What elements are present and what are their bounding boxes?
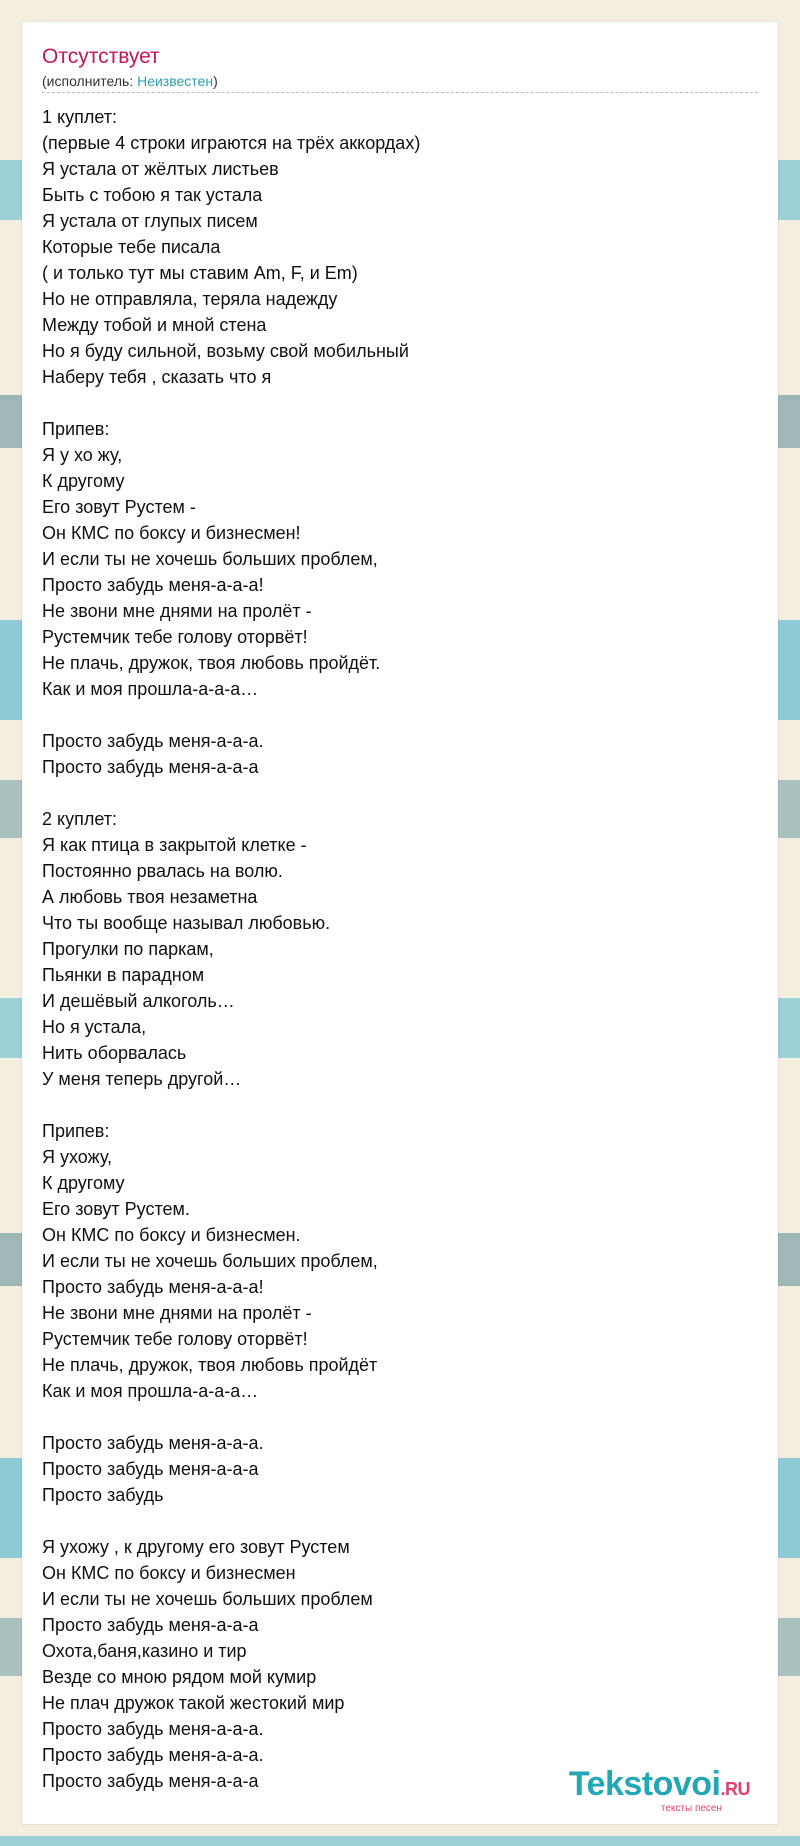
lyric-line: Просто забудь меня-а-а-а <box>42 1615 259 1635</box>
lyric-line: Его зовут Рустем. <box>42 1199 190 1219</box>
logo-tagline: тексты песен <box>660 1803 722 1814</box>
lyric-line: Не плач дружок такой жестокий мир <box>42 1693 345 1713</box>
lyric-line: Везде со мною рядом мой кумир <box>42 1667 317 1687</box>
lyric-line: Просто забудь меня-а-а-а <box>42 1459 259 1479</box>
song-title: Отсутствует <box>42 45 160 68</box>
lyric-line: Просто забудь меня-а-а-а. <box>42 1433 264 1453</box>
lyric-line <box>42 1404 758 1430</box>
lyric-line <box>42 1092 758 1118</box>
lyric-line: Просто забудь меня-а-а-а! <box>42 1277 264 1297</box>
lyric-line: К другому <box>42 471 125 491</box>
lyric-line: Не звони мне днями на пролёт - <box>42 601 312 621</box>
logo-name: Tekstovoi <box>568 1765 721 1803</box>
lyric-line: Как и моя прошла-а-а-а… <box>42 679 259 699</box>
lyric-line: Он КМС по боксу и бизнесмен. <box>42 1225 301 1245</box>
lyric-line: Просто забудь меня-а-а-а! <box>42 575 264 595</box>
lyric-line: Но я буду сильной, возьму свой мобильный <box>42 341 409 361</box>
lyric-line: Он КМС по боксу и бизнесмен <box>42 1563 296 1583</box>
lyric-line: Я устала от жёлтых листьев <box>42 159 279 179</box>
lyric-line: Что ты вообще называл любовью. <box>42 913 331 933</box>
lyric-line: ( и только тут мы ставим Am, F, и Em) <box>42 263 358 283</box>
lyric-line: Я как птица в закрытой клетке - <box>42 835 307 855</box>
lyric-line: К другому <box>42 1173 125 1193</box>
lyric-line: У меня теперь другой… <box>42 1069 242 1089</box>
lyric-line: Я устала от глупых писем <box>42 211 258 231</box>
lyrics-text <box>42 104 758 1794</box>
lyric-line: И если ты не хочешь больших проблем, <box>42 1251 378 1271</box>
lyric-line: И если ты не хочешь больших проблем, <box>42 549 378 569</box>
lyric-line: Припев: <box>42 419 110 439</box>
lyric-line: Просто забудь меня-а-а-а. <box>42 1719 264 1739</box>
lyric-line: Я ухожу , к другому его зовут Рустем <box>42 1537 350 1557</box>
lyric-line: (первые 4 строки играются на трёх аккордах) <box>42 133 421 153</box>
lyric-line: Я ухожу, <box>42 1147 113 1167</box>
logo-tld: .RU <box>720 1779 750 1799</box>
lyric-line: Его зовут Рустем - <box>42 497 196 517</box>
lyric-line: Не плачь, дружок, твоя любовь пройдёт. <box>42 653 381 673</box>
lyric-line: Припев: <box>42 1121 110 1141</box>
lyric-line: Просто забудь меня-а-а-а. <box>42 1745 264 1765</box>
lyric-line: А любовь твоя незаметна <box>42 887 258 907</box>
site-logo[interactable] <box>569 1766 750 1814</box>
lyric-line: Просто забудь меня-а-а-а <box>42 1771 259 1791</box>
lyric-line <box>42 780 758 806</box>
lyric-line: Наберу тебя , сказать что я <box>42 367 272 387</box>
lyric-line: Он КМС по боксу и бизнесмен! <box>42 523 301 543</box>
song-header <box>42 44 758 90</box>
lyric-line <box>42 1508 758 1534</box>
lyric-line: Быть с тобою я так устала <box>42 185 263 205</box>
lyric-line: Между тобой и мной стена <box>42 315 267 335</box>
performer-prefix: (исполнитель: <box>42 73 138 89</box>
lyric-line: Но не отправляла, теряла надежду <box>42 289 338 309</box>
header-divider <box>42 92 758 93</box>
lyric-line: 2 куплет: <box>42 809 117 829</box>
lyric-line: Не плачь, дружок, твоя любовь пройдёт <box>42 1355 378 1375</box>
lyric-line: 1 куплет: <box>42 107 117 127</box>
lyric-line: Пьянки в парадном <box>42 965 205 985</box>
lyric-line: Рустемчик тебе голову оторвёт! <box>42 1329 308 1349</box>
lyric-line: Просто забудь меня-а-а-а <box>42 757 259 777</box>
performer-line <box>42 72 758 90</box>
performer-suffix: ) <box>213 73 218 89</box>
lyrics-page <box>22 22 778 1824</box>
logo-wordmark <box>569 1766 750 1807</box>
lyric-line: Я у хо жу, <box>42 445 123 465</box>
lyric-line <box>42 390 758 416</box>
lyric-line: Рустемчик тебе голову оторвёт! <box>42 627 308 647</box>
artist-link[interactable]: Неизвестен <box>137 73 214 89</box>
lyric-line: Прогулки по паркам, <box>42 939 214 959</box>
lyric-line: Не звони мне днями на пролёт - <box>42 1303 312 1323</box>
lyric-line: Просто забудь меня-а-а-а. <box>42 731 264 751</box>
lyric-line: Как и моя прошла-а-а-а… <box>42 1381 259 1401</box>
lyric-line: И если ты не хочешь больших проблем <box>42 1589 373 1609</box>
lyric-line: Постоянно рвалась на волю. <box>42 861 283 881</box>
lyric-line: И дешёвый алкоголь… <box>42 991 235 1011</box>
lyric-line: Охота,баня,казино и тир <box>42 1641 247 1661</box>
lyric-line: Просто забудь <box>42 1485 164 1505</box>
lyric-line: Но я устала, <box>42 1017 147 1037</box>
lyric-line <box>42 702 758 728</box>
lyric-line: Нить оборвалась <box>42 1043 187 1063</box>
lyric-line: Которые тебе писала <box>42 237 221 257</box>
